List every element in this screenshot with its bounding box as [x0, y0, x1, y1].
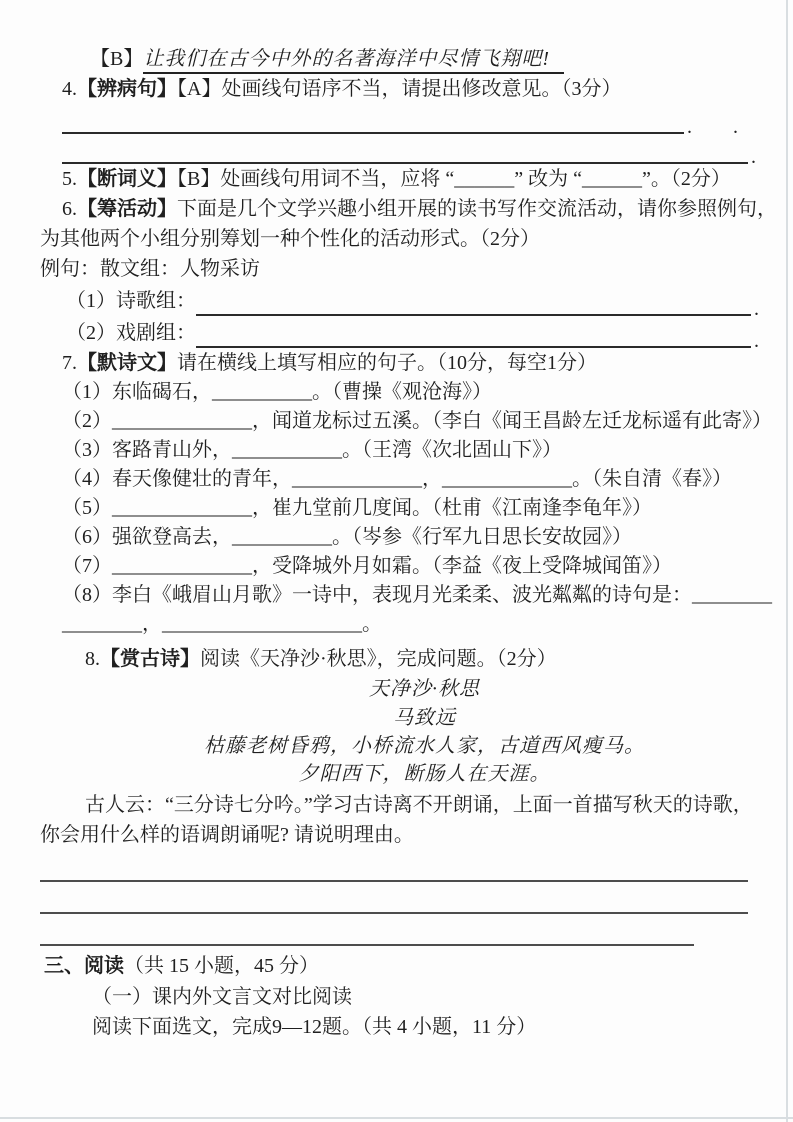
q7-item-7: （7）______________，受降城外月如霜。（李益《夜上受降城闻笛》）: [62, 555, 672, 577]
page-scan-edge-bottom: [0, 1117, 793, 1119]
q6-text-line2: 为其他两个小组分别筹划一种个性化的活动形式。（2分）: [40, 228, 540, 250]
q8-tag: 【赏古诗】: [100, 648, 200, 670]
q7-item-8: （8）李白《峨眉山月歌》一诗中，表现月光柔柔、波光粼粼的诗句是：________: [62, 584, 772, 606]
q8-answer-line-1: [40, 850, 759, 882]
q6-tag: 【筹活动】: [77, 198, 177, 220]
q7-tag: 【默诗文】: [77, 352, 177, 374]
q6-item-2: [66, 316, 759, 352]
q6-example-line: [40, 254, 759, 284]
q7-item-8-continuation: ________，____________________。: [62, 613, 382, 635]
q8-number: 8.: [85, 648, 100, 670]
answer-dot: .: [733, 116, 738, 138]
q6-item1-label: （1）诗歌组：: [66, 290, 196, 312]
q8-answer-line-3: [40, 914, 759, 946]
page-scan-edge-right: [786, 0, 788, 1122]
answer-rule: [40, 884, 748, 914]
question-7: [62, 348, 759, 378]
section-3-score: （共 15 小题，45 分）: [124, 955, 319, 977]
q8-text: 阅读《天净沙·秋思》，完成问题。（2分）: [200, 648, 557, 670]
answer-rule: [40, 916, 694, 946]
q7-number: 7.: [62, 352, 77, 374]
answer-dot: .: [751, 146, 756, 168]
answer-rule: [196, 318, 751, 348]
question-6-line-2: [40, 224, 759, 254]
q4-tag: 【辨病句】: [77, 78, 177, 100]
q6-example: 例句：散文组：人物采访: [40, 258, 260, 280]
question-6-line-1: [62, 194, 777, 224]
section-3-heading: [44, 950, 759, 982]
answer-dot: .: [687, 116, 692, 138]
q6-text-line1: 下面是几个文学兴趣小组开展的读书写作交流活动，请你参照例句，: [177, 198, 777, 220]
q8-answer-line-2: [40, 882, 759, 914]
q7-item-6: （6）强欲登高去，__________。（岑参《行军九日思长安故园》）: [62, 526, 632, 548]
q7-item-1: （1）东临碣石，__________。（曹操《观沧海》）: [62, 381, 492, 403]
answer-rule: [62, 104, 684, 134]
answer-dot: .: [754, 330, 759, 352]
poem-author: 马致远: [393, 707, 456, 729]
question-4: [62, 74, 759, 104]
q7-item-5: （5）______________，崔九堂前几度闻。（杜甫《江南逢李龟年》）: [62, 497, 652, 519]
q7-item-3: （3）客路青山外，___________。（王湾《次北固山下》）: [62, 439, 562, 461]
answer-rule: [40, 852, 748, 882]
passage-b-label: 【B】: [90, 48, 144, 70]
q4-answer-line-1: [62, 104, 759, 138]
poem-line-1: 枯藤老树昏鸦，小桥流水人家，古道西风瘦马。: [204, 735, 645, 757]
poem-title: 天净沙·秋思: [369, 678, 480, 700]
answer-rule: [196, 286, 751, 316]
section-3-title: 三、阅读: [44, 955, 124, 977]
q6-number: 6.: [62, 198, 77, 220]
section-3-subheading-1: （一）课内外文言文对比阅读: [92, 986, 352, 1008]
q7-item-2: （2）______________，闻道龙标过五溪。（李白《闻王昌龄左迁龙标遥有此寄》）: [62, 410, 772, 432]
q6-item2-label: （2）戏剧组：: [66, 322, 196, 344]
q5-text: 【B】处画线句用词不当，应将 “______” 改为 “______”。（2分）: [177, 168, 731, 190]
question-5: [62, 164, 759, 194]
q4-answer-line-2: [62, 134, 759, 168]
q8-paragraph-line-1: 古人云：“三分诗七分吟。”学习古诗离不开朗诵，上面一首描写秋天的诗歌，: [85, 794, 753, 816]
q7-item-4: （4）春天像健壮的青年，_____________，_____________。（朱自清《春》）: [62, 468, 732, 490]
q5-tag: 【断词义】: [77, 168, 177, 190]
section-3-subheading-2: 阅读下面选文，完成9—12题。（共 4 小题，11 分）: [92, 1016, 537, 1038]
q4-text: 【A】处画线句语序不当，请提出修改意见。（3分）: [177, 78, 622, 100]
answer-dot: .: [754, 298, 759, 320]
q4-number: 4.: [62, 78, 77, 100]
q8-paragraph-line-2: 你会用什么样的语调朗诵呢? 请说明理由。: [40, 824, 414, 846]
q5-number: 5.: [62, 168, 77, 190]
q6-item-1: [66, 284, 759, 320]
poem-line-2: 夕阳西下，断肠人在天涯。: [298, 763, 551, 785]
passage-b-text: 让我们在古今中外的名著海洋中尽情飞翔吧!: [143, 48, 564, 74]
answer-rule: [62, 134, 748, 164]
q7-text: 请在横线上填写相应的句子。（10分，每空1分）: [177, 352, 597, 374]
question-8: [85, 644, 759, 674]
passage-b-line: [90, 44, 759, 74]
